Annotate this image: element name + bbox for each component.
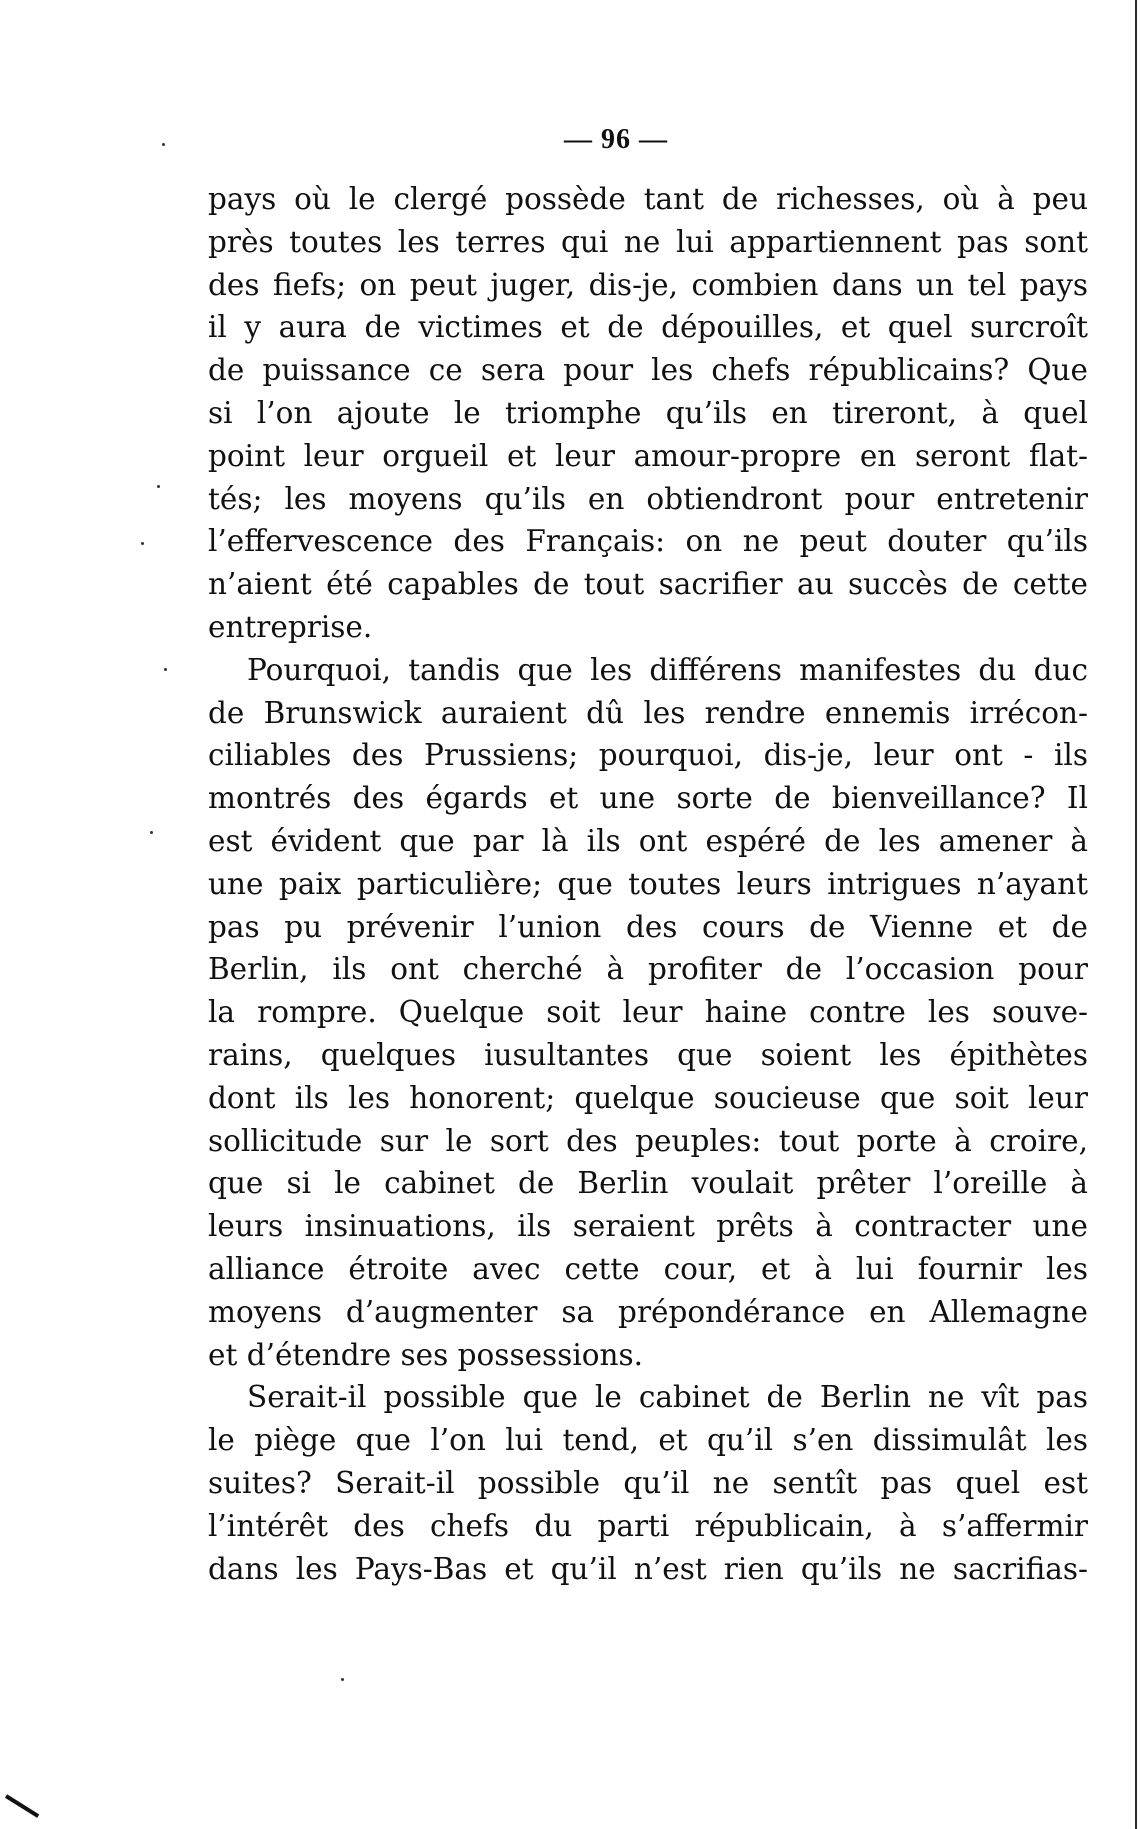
scan-speck: [157, 485, 160, 488]
text-line: entreprise.: [208, 609, 373, 644]
text-line: de puissance ce sera pour les chefs républicains? Que: [208, 353, 1088, 388]
scan-speck: [141, 542, 144, 545]
text-line: sollicitude sur le sort des peuples: tout porte à croire,: [208, 1123, 1088, 1158]
text-line: des fiefs; on peut juger, dis-je, combien dans un tel pays: [208, 267, 1088, 302]
text-line: et d’étendre ses possessions.: [208, 1337, 644, 1372]
text-line: dont ils les honorent; quelque soucieuse que soit leur: [208, 1080, 1088, 1115]
text-line: suites? Serait-il possible qu’il ne sentît pas quel est: [208, 1465, 1088, 1500]
page-number: [0, 124, 1140, 156]
text-line: est évident que par là ils ont espéré de les amener à: [208, 823, 1088, 858]
text-line: une paix particulière; que toutes leurs intrigues n’ayant: [208, 866, 1088, 901]
scan-corner-mark: [5, 1794, 39, 1818]
text-line: alliance étroite avec cette cour, et à lui fournir les: [208, 1251, 1088, 1286]
text-line: pays où le clergé possède tant de richesses, où à peu: [208, 182, 1088, 216]
text-line: moyens d’augmenter sa prépondérance en Allemagne: [208, 1294, 1088, 1329]
body-text: [208, 178, 1088, 1590]
scan-speck: [341, 1678, 344, 1681]
text-line: tés; les moyens qu’ils en obtiendront pour entretenir: [208, 481, 1088, 516]
text-line: la rompre. Quelque soit leur haine contre les souve-: [208, 995, 1088, 1030]
text-line: l’effervescence des Français: on ne peut douter qu’ils: [208, 524, 1088, 559]
page-edge-line: [1135, 0, 1137, 1829]
text-line: si l’on ajoute le triomphe qu’ils en tireront, à quel: [208, 395, 1088, 430]
text-line: point leur orgueil et leur amour-propre en seront flat-: [208, 438, 1088, 473]
text-line: Serait-il possible que le cabinet de Berlin ne vît pas: [247, 1380, 1088, 1415]
scan-speck: [162, 143, 165, 146]
text-line: dans les Pays-Bas et qu’il n’est rien qu’ils ne sacrifias-: [208, 1551, 1088, 1586]
text-line: de Brunswick auraient dû les rendre ennemis irrécon-: [208, 695, 1088, 730]
text-line: leurs insinuations, ils seraient prêts à contracter une: [208, 1209, 1088, 1244]
page-number-label: — 96 —: [564, 124, 668, 155]
text-line: près toutes les terres qui ne lui appartiennent pas sont: [208, 224, 1088, 259]
text-line: montrés des égards et une sorte de bienveillance? Il: [208, 781, 1088, 816]
text-line: il y aura de victimes et de dépouilles, et quel surcroît: [208, 310, 1088, 345]
text-line: pas pu prévenir l’union des cours de Vienne et de: [208, 909, 1088, 944]
scan-speck: [150, 831, 153, 834]
text-line: rains, quelques iusultantes que soient les épithètes: [208, 1037, 1088, 1072]
text-line: que si le cabinet de Berlin voulait prêter l’oreille à: [208, 1166, 1088, 1201]
text-line: le piège que l’on lui tend, et qu’il s’en dissimulât les: [208, 1423, 1088, 1458]
scan-speck: [164, 668, 167, 671]
text-line: Pourquoi, tandis que les différens manifestes du duc: [247, 652, 1088, 687]
text-line: Berlin, ils ont cherché à profiter de l’occasion pour: [208, 952, 1088, 987]
text-line: ciliables des Prussiens; pourquoi, dis-je, leur ont - ils: [208, 738, 1088, 773]
text-line: n’aient été capables de tout sacrifier au succès de cette: [208, 567, 1088, 602]
text-line: l’intérêt des chefs du parti républicain, à s’affermir: [208, 1508, 1088, 1543]
